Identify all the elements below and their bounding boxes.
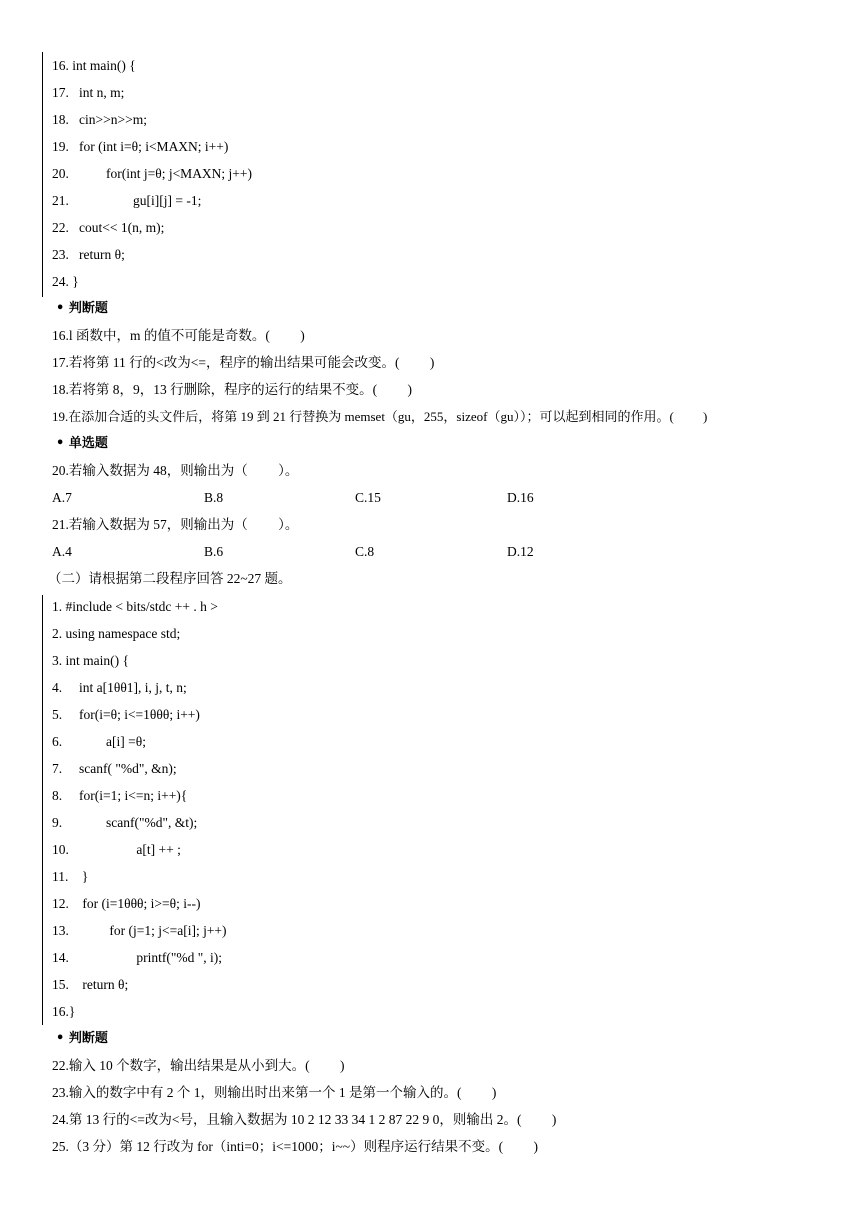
question-item: 25.（3 分）第 12 行改为 for（inti=0；i<=1000；i~~）则程序运行结果不变。( ) bbox=[52, 1139, 538, 1154]
code-line: 24. } bbox=[52, 274, 79, 289]
question-stem: 20.若输入数据为 48，则输出为（ ）。 bbox=[52, 463, 299, 478]
option-d: D.16 bbox=[507, 490, 534, 505]
code-line: 18. cin>>n>>m; bbox=[52, 112, 147, 127]
code-line: 3. int main() { bbox=[52, 653, 129, 668]
option-c: C.8 bbox=[355, 544, 375, 559]
code-line: 10. a[t] ++ ; bbox=[52, 842, 181, 857]
code-line: 16. int main() { bbox=[52, 58, 136, 73]
code-line: 14. printf("%d ", i); bbox=[52, 950, 223, 965]
code-line: 22. cout<< 1(n, m); bbox=[52, 220, 165, 235]
code-line: 9. scanf("%d", &t); bbox=[52, 815, 198, 830]
code-line: 1. #include < bits/stdc ++ . h > bbox=[52, 599, 218, 614]
option-c: C.15 bbox=[355, 490, 381, 505]
code-line: 19. for (int i=θ; i<MAXN; i++) bbox=[52, 139, 229, 154]
code-line: 8. for(i=1; i<=n; i++){ bbox=[52, 788, 188, 803]
question-item: 23.输入的数字中有 2 个 1，则输出时出来第一个 1 是第一个输入的。( ) bbox=[52, 1085, 497, 1100]
option-b: B.8 bbox=[204, 490, 224, 505]
code-line: 21. gu[i][j] = -1; bbox=[52, 193, 202, 208]
code-line: 13. for (j=1; j<=a[i]; j++) bbox=[52, 923, 227, 938]
code-block-1 bbox=[42, 52, 43, 297]
question-item: 22.输入 10 个数字，输出结果是从小到大。( ) bbox=[52, 1058, 345, 1073]
code-line: 23. return θ; bbox=[52, 247, 125, 262]
question-item: 24.第 13 行的<=改为<号，且输入数据为 10 2 12 33 34 1 2 87 22 9 0，则输出 2。( ) bbox=[52, 1112, 557, 1127]
question-item: 16.l 函数中，m 的值不可能是奇数。( ) bbox=[52, 328, 305, 343]
question-item: 17.若将第 11 行的<改为<=，程序的输出结果可能会改变。( ) bbox=[52, 355, 435, 370]
code-line: 11. } bbox=[52, 869, 89, 884]
option-a: A.7 bbox=[52, 490, 72, 505]
code-line: 12. for (i=1θθθ; i>=θ; i--) bbox=[52, 896, 201, 911]
code-line: 6. a[i] =θ; bbox=[52, 734, 146, 749]
section-heading-judge: • 判断题 bbox=[56, 1031, 108, 1046]
code-line: 16.} bbox=[52, 1004, 76, 1019]
code-line: 20. for(int j=θ; j<MAXN; j++) bbox=[52, 166, 253, 181]
question-stem: 21.若输入数据为 57，则输出为（ ）。 bbox=[52, 517, 299, 532]
code-line: 5. for(i=θ; i<=1θθθ; i++) bbox=[52, 707, 200, 722]
section-heading-judge: • 判断题 bbox=[56, 301, 108, 316]
question-item: 18.若将第 8，9，13 行删除，程序的运行的结果不变。( ) bbox=[52, 382, 412, 397]
code-line: 4. int a[1θθ1], i, j, t, n; bbox=[52, 680, 187, 695]
code-line: 2. using namespace std; bbox=[52, 626, 181, 641]
code-line: 15. return θ; bbox=[52, 977, 129, 992]
code-block-2 bbox=[42, 595, 43, 1025]
option-d: D.12 bbox=[507, 544, 534, 559]
question-item: 19.在添加合适的头文件后，将第 19 到 21 行替换为 memset（gu，255，sizeof（gu））；可以起到相同的作用。( ) bbox=[52, 409, 708, 424]
part-2-intro: （二）请根据第二段程序回答 22~27 题。 bbox=[48, 571, 292, 586]
option-b: B.6 bbox=[204, 544, 224, 559]
code-line: 7. scanf( "%d", &n); bbox=[52, 761, 177, 776]
option-a: A.4 bbox=[52, 544, 72, 559]
section-heading-choice: • 单选题 bbox=[56, 436, 108, 451]
code-line: 17. int n, m; bbox=[52, 85, 125, 100]
